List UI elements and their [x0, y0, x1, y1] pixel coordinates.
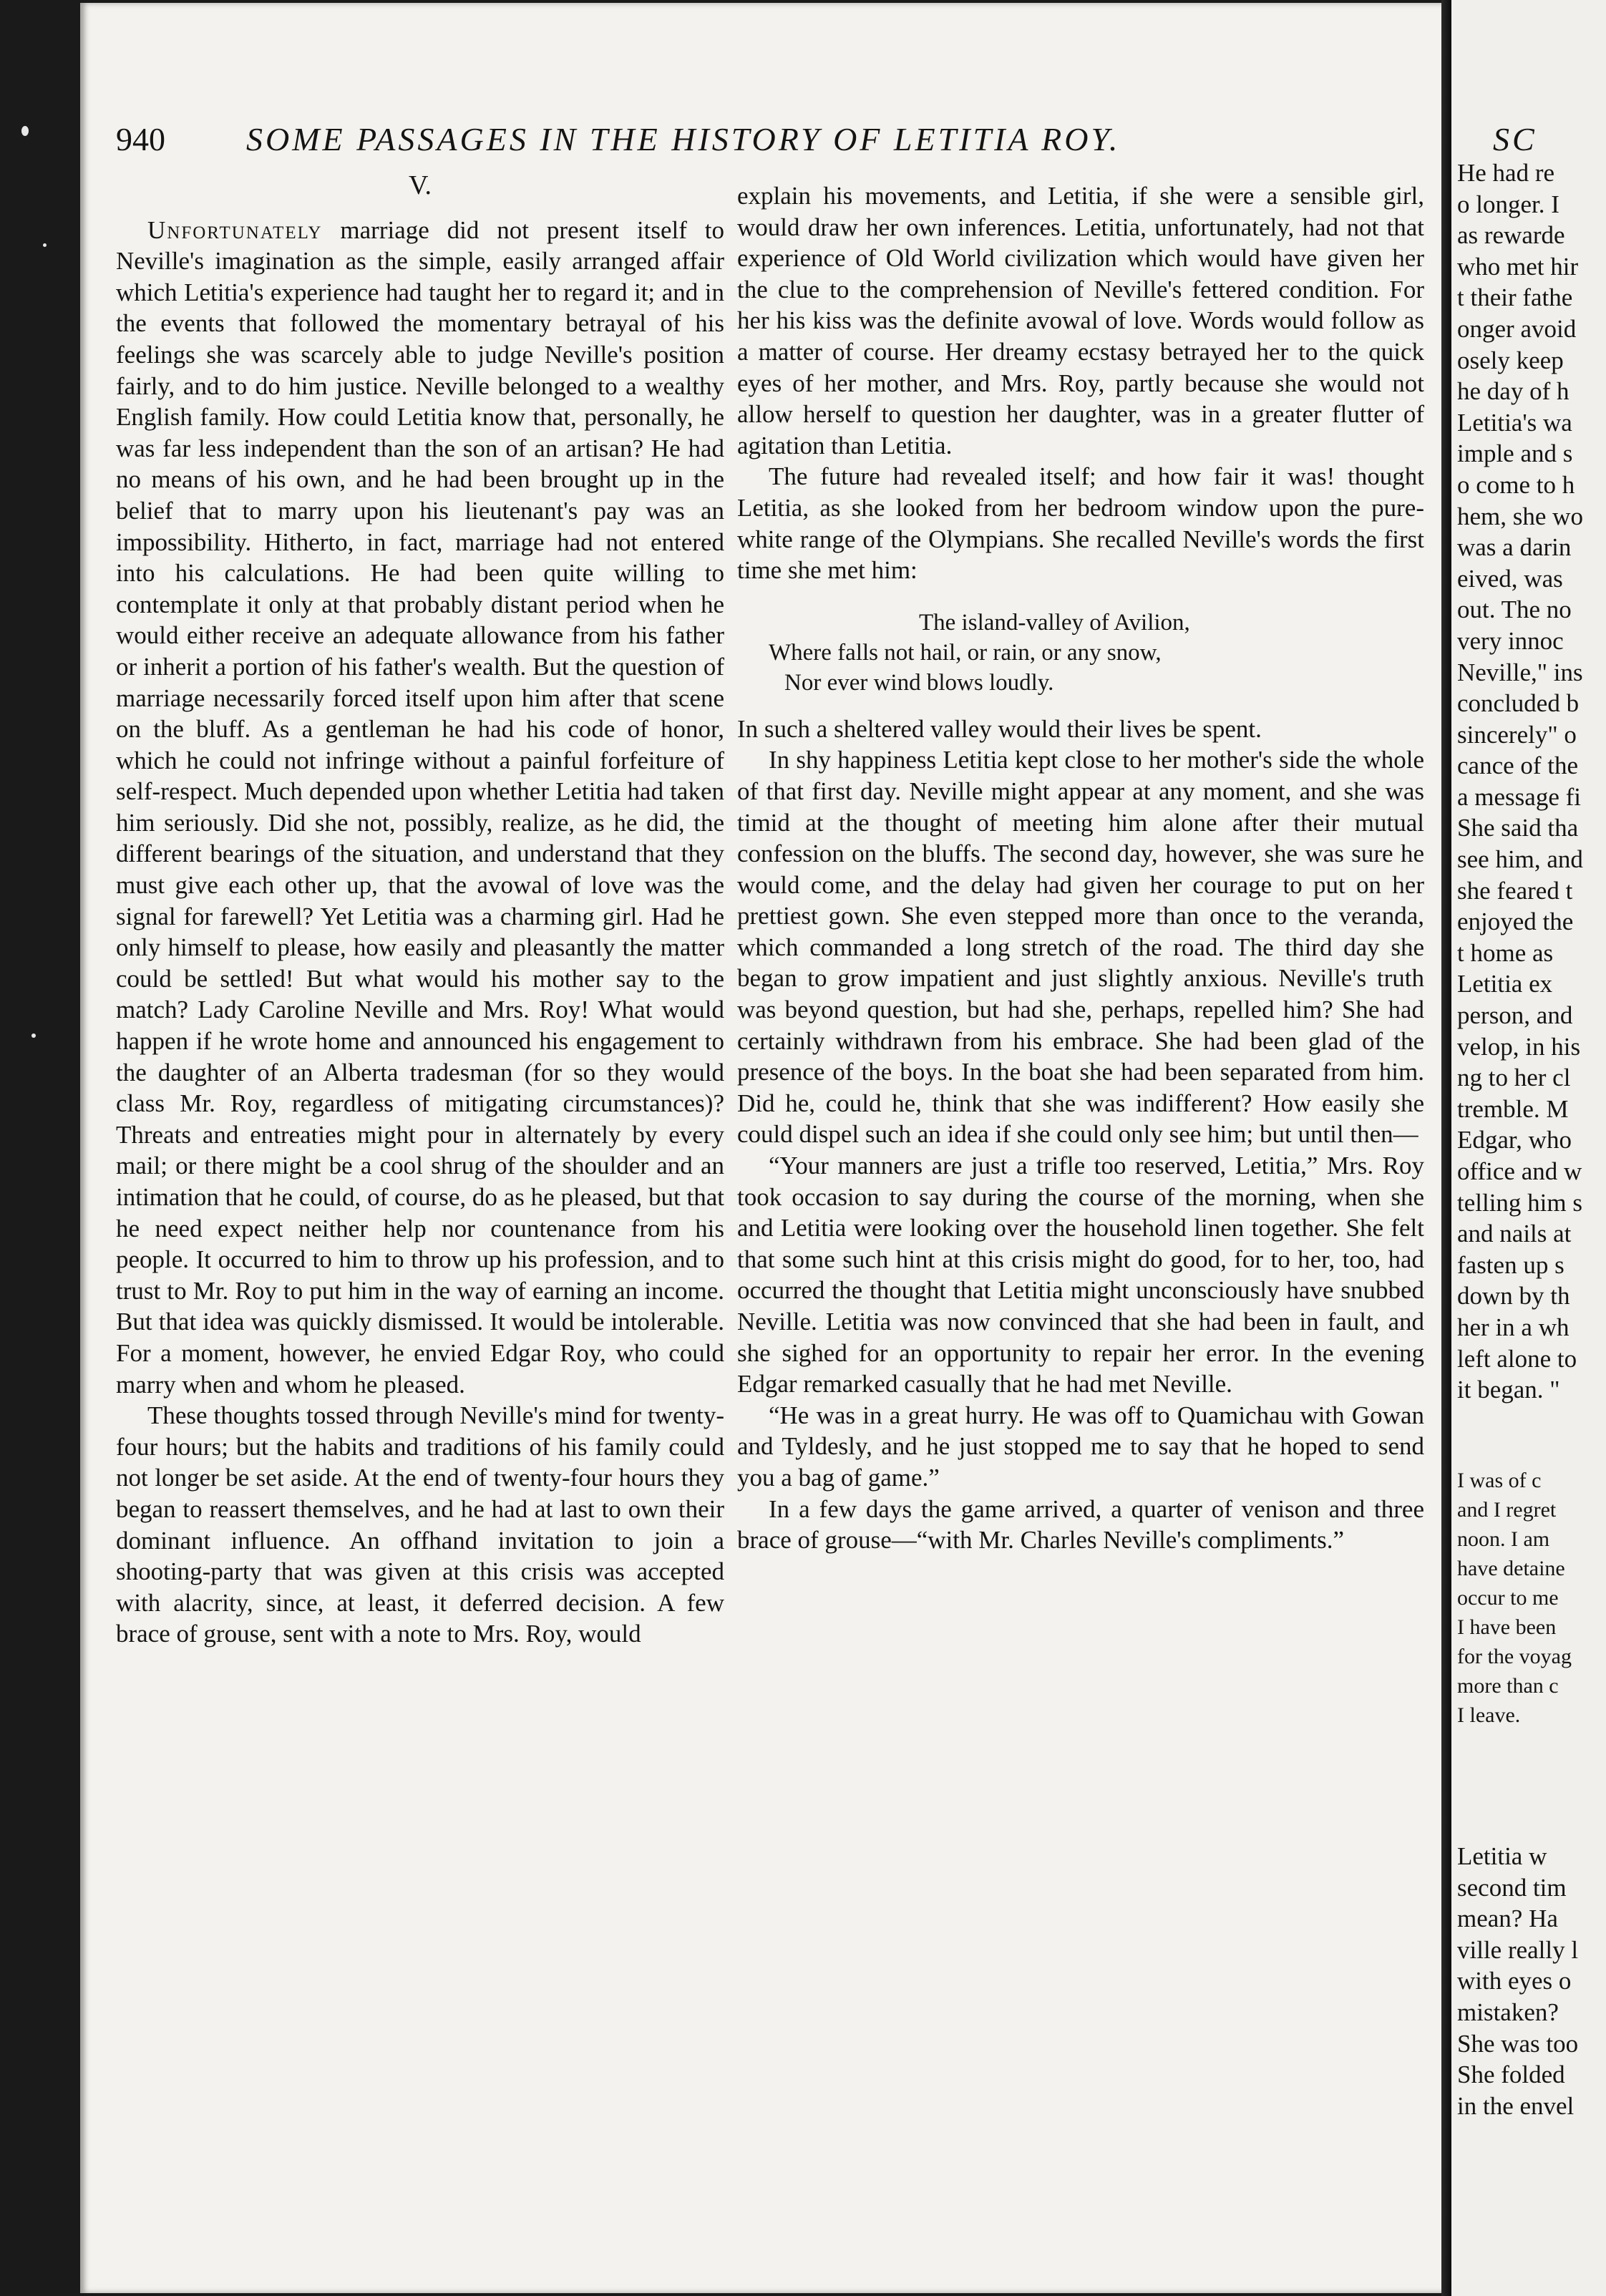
next-page-line: Letitia's wa [1457, 408, 1572, 437]
next-page-line: sincerely" o [1457, 720, 1577, 749]
next-page-line: t their fathe [1457, 283, 1573, 312]
next-page-line: person, and [1457, 1001, 1573, 1030]
next-page-line: fasten up s [1457, 1250, 1564, 1279]
next-page-line: see him, and [1457, 845, 1583, 874]
paragraph [116, 215, 724, 1401]
scan-speck [21, 126, 29, 136]
next-page-line: have detaine [1457, 1557, 1565, 1580]
next-page-line: he day of h [1457, 377, 1570, 406]
next-page-line: very innoc [1457, 626, 1564, 655]
next-page-line: and nails at [1457, 1220, 1572, 1248]
scan-speck [43, 243, 47, 247]
next-page-line: cance of the [1457, 751, 1579, 780]
next-page-running-head: SC [1493, 121, 1537, 157]
next-page-line: out. The no [1457, 595, 1572, 624]
paragraph: In a few days the game arrived, a quarter of venison and three brace of grouse—“with Mr. Charles Neville's compliments.” [737, 1494, 1424, 1555]
next-page-line: down by th [1457, 1282, 1570, 1310]
next-page-line: ville really l [1457, 1935, 1579, 1964]
paragraph: “He was in a great hurry. He was off to Quamichau with Gowan and Tyldesly, and he just stopped me to say that he hoped to send you a bag of game.” [737, 1401, 1424, 1492]
next-page-line: it began. " [1457, 1376, 1560, 1404]
next-page-line: for the voyag [1457, 1645, 1572, 1668]
next-page-line: I leave. [1457, 1703, 1521, 1727]
next-page-line: and I regret [1457, 1498, 1557, 1522]
next-page-line: occur to me [1457, 1586, 1559, 1610]
next-page-line: eived, was [1457, 564, 1563, 593]
next-page-line: t home as [1457, 938, 1554, 967]
next-page-letter [1457, 1466, 1606, 1730]
next-page-tail [1457, 1841, 1606, 2121]
next-page-line: Letitia ex [1457, 970, 1553, 998]
next-page-line: She was too [1457, 2029, 1579, 2058]
verse-quote [769, 608, 1424, 698]
next-page-edge [1451, 0, 1606, 2296]
next-page-lines [1457, 157, 1606, 1406]
paragraph: The future had revealed itself; and how fair it was! thought Letitia, as she looked from her bedroom window upon the pure-white range of the Olympians. She recalled Neville's words the first time she met him: [737, 462, 1424, 585]
next-page-line: o longer. I [1457, 190, 1559, 218]
next-page-line: more than c [1457, 1674, 1559, 1698]
next-page-line: noon. I am [1457, 1527, 1550, 1551]
verse-line: Nor ever wind blows loudly. [784, 669, 1054, 696]
next-page-line: hem, she wo [1457, 502, 1583, 530]
next-page-line: ng to her cl [1457, 1064, 1571, 1092]
page-number: 940 [116, 121, 165, 157]
next-page-line: He had re [1457, 159, 1555, 187]
paragraph: “Your manners are just a trifle too reserved, Letitia,” Mrs. Roy took occasion to say during the course of the morning, when she and Letitia were looking over the household linen together. She felt that some such hint at this crisis might do good, for to her, too, had occurred the thought that Letitia might unconsciously have snubbed Neville. Letitia was now convinced that she had been in fault, and she sighed for an opportunity to repair her error. In the evening Edgar remarked casually that he had met Neville. [737, 1152, 1424, 1398]
next-page-line: second tim [1457, 1873, 1567, 1902]
next-page-line: osely keep [1457, 346, 1564, 374]
verse-line: The island-valley of Avilion, [919, 609, 1190, 636]
next-page-line: Neville," ins [1457, 658, 1583, 686]
scan-speck [31, 1033, 36, 1038]
next-page-line: mistaken? [1457, 1998, 1559, 2026]
drop-word: Unfortunately [147, 215, 323, 244]
next-page-line: a message fi [1457, 782, 1581, 811]
next-page-line: imple and s [1457, 439, 1573, 468]
next-page-line: o come to h [1457, 470, 1575, 499]
next-page-line: her in a wh [1457, 1313, 1570, 1341]
next-page-line: she feared t [1457, 876, 1573, 905]
next-page-line: Edgar, who [1457, 1126, 1572, 1154]
paragraph: These thoughts tossed through Neville's mind for twenty-four hours; but the habits and traditions of his family could not longer be set aside. At the end of twenty-four hours they began to reassert themselves, and he had at last to own their dominant influence. An offhand invitation to join a shooting-party that was given at this crisis was accepted with alacrity, since, at least, it deferred decision. A few brace of grouse, sent with a note to Mrs. Roy, would [116, 1401, 724, 1648]
next-page-line: concluded b [1457, 689, 1580, 718]
paragraph: In such a sheltered valley would their lives be spent. [737, 714, 1262, 743]
next-page-line: as rewarde [1457, 221, 1565, 250]
running-head [116, 120, 1447, 163]
verse-line: Where falls not hail, or rain, or any snow, [769, 639, 1162, 666]
next-page-line: velop, in his [1457, 1032, 1581, 1061]
next-page-line: who met hir [1457, 252, 1579, 281]
next-page-line: with eyes o [1457, 1967, 1572, 1995]
right-column [737, 180, 1424, 1556]
next-page-line: I have been [1457, 1615, 1557, 1639]
next-page-line: in the envel [1457, 2091, 1575, 2120]
next-page-line: She folded [1457, 2061, 1565, 2089]
next-page-line: tremble. M [1457, 1094, 1569, 1123]
paragraph: explain his movements, and Letitia, if she were a sensible girl, would draw her own inferences. Letitia, unfortunately, had not that experience of Old World civilization which would have given her the clue to the comprehension of Neville's fettered condition. For her his kiss was the definite avowal of love. Words would follow as a matter of course. Her dreamy ecstasy betrayed her to the quick eyes of her mother, and Mrs. Roy, partly because she would not allow herself to question her daughter, was in a greater flutter of agitation than Letitia. [737, 182, 1424, 459]
next-page-line: I was of c [1457, 1469, 1542, 1492]
running-head-title: SOME PASSAGES IN THE HISTORY OF LETITIA ROY. [246, 121, 1121, 157]
next-page-line: enjoyed the [1457, 908, 1574, 936]
next-page-line: Letitia w [1457, 1842, 1547, 1870]
next-page-line: was a darin [1457, 533, 1572, 562]
next-page-line: onger avoid [1457, 314, 1577, 343]
left-column [116, 170, 724, 1650]
next-page-line: telling him s [1457, 1188, 1582, 1217]
section-number: V. [408, 170, 432, 200]
next-page-line: mean? Ha [1457, 1905, 1558, 1933]
paragraph-text: marriage did not present itself to Neville's imagination as the simple, easily arranged affair which Letitia's experience had taught her to regard it; and in the events that followed the momentary betrayal of his feelings she was scarcely able to judge Neville's position fairly, and to do him justice. Neville belonged to a wealthy English family. How could Letitia know that, personally, he was far less independent than the son of an artisan? He had no means of his own, and he had been brought up in the belief that to marry upon his lieutenant's pay was an impossibility. Hitherto, in fact, marriage had not entered into his calculations. He had been quite willing to contemplate it only at that probably distant period when he would either receive an adequate allowance from his father or inherit a portion of his father's wealth. But the question of marriage necessarily forced itself upon him after that scene on the bluff. As a gentleman he had his code of honor, which he could not infringe without a painful forfeiture of self-respect. Much depended upon whether Letitia had taken him seriously. Did she not, possibly, realize, as he did, the different bearings of the situation, and understand that they must give each other up, that the avowal of love was the signal for farewell? Yet Letitia was a charming girl. Had he only himself to please, how easily and pleasantly the matter could be settled! But what would his mother say to the match? Lady Caroline Neville and Mrs. Roy! What would happen if he wrote home and announced his engagement to the daughter of an Alberta tradesman (for so they would class Mr. Roy, regardless of mitigating circumstances)? Threats and entreaties might pour in alternately by every mail; or there might be a cool shrug of the shoulder and an intimation that he could, of course, do as he pleased, but that he need expect neither help nor countenance from his people. It occurred to him to throw up his profession, and to trust to Mr. Roy to put him in the way of earning an income. But that idea was quickly dismissed. It would be intolerable. For a moment, however, he envied Edgar Roy, who could marry when and whom he pleased. [116, 215, 724, 1398]
paragraph: In shy happiness Letitia kept close to her mother's side the whole of that first day. Neville might appear at any moment, and she was timid at the thought of meeting him alone after their mutual confession on the bluffs. The second day, however, she was sure he would come, and the delay had given her courage to put on her prettiest gown. She even stepped more than once to the veranda, which commanded a long stretch of the road. The third day she began to grow impatient and just slightly anxious. Neville's truth was beyond question, but had she, perhaps, repelled him? She had certainly withdrawn from his embrace. She had been glad of the presence of the boys. In the boat she had been separated from him. Did he, could he, think that she was indifferent? How easily she could dispel such an idea if she could only see him; but until then— [737, 746, 1424, 1149]
next-page-line: left alone to [1457, 1344, 1577, 1373]
next-page-line: She said tha [1457, 814, 1579, 842]
page-gutter [1441, 0, 1451, 2296]
next-page-line: office and w [1457, 1157, 1582, 1185]
